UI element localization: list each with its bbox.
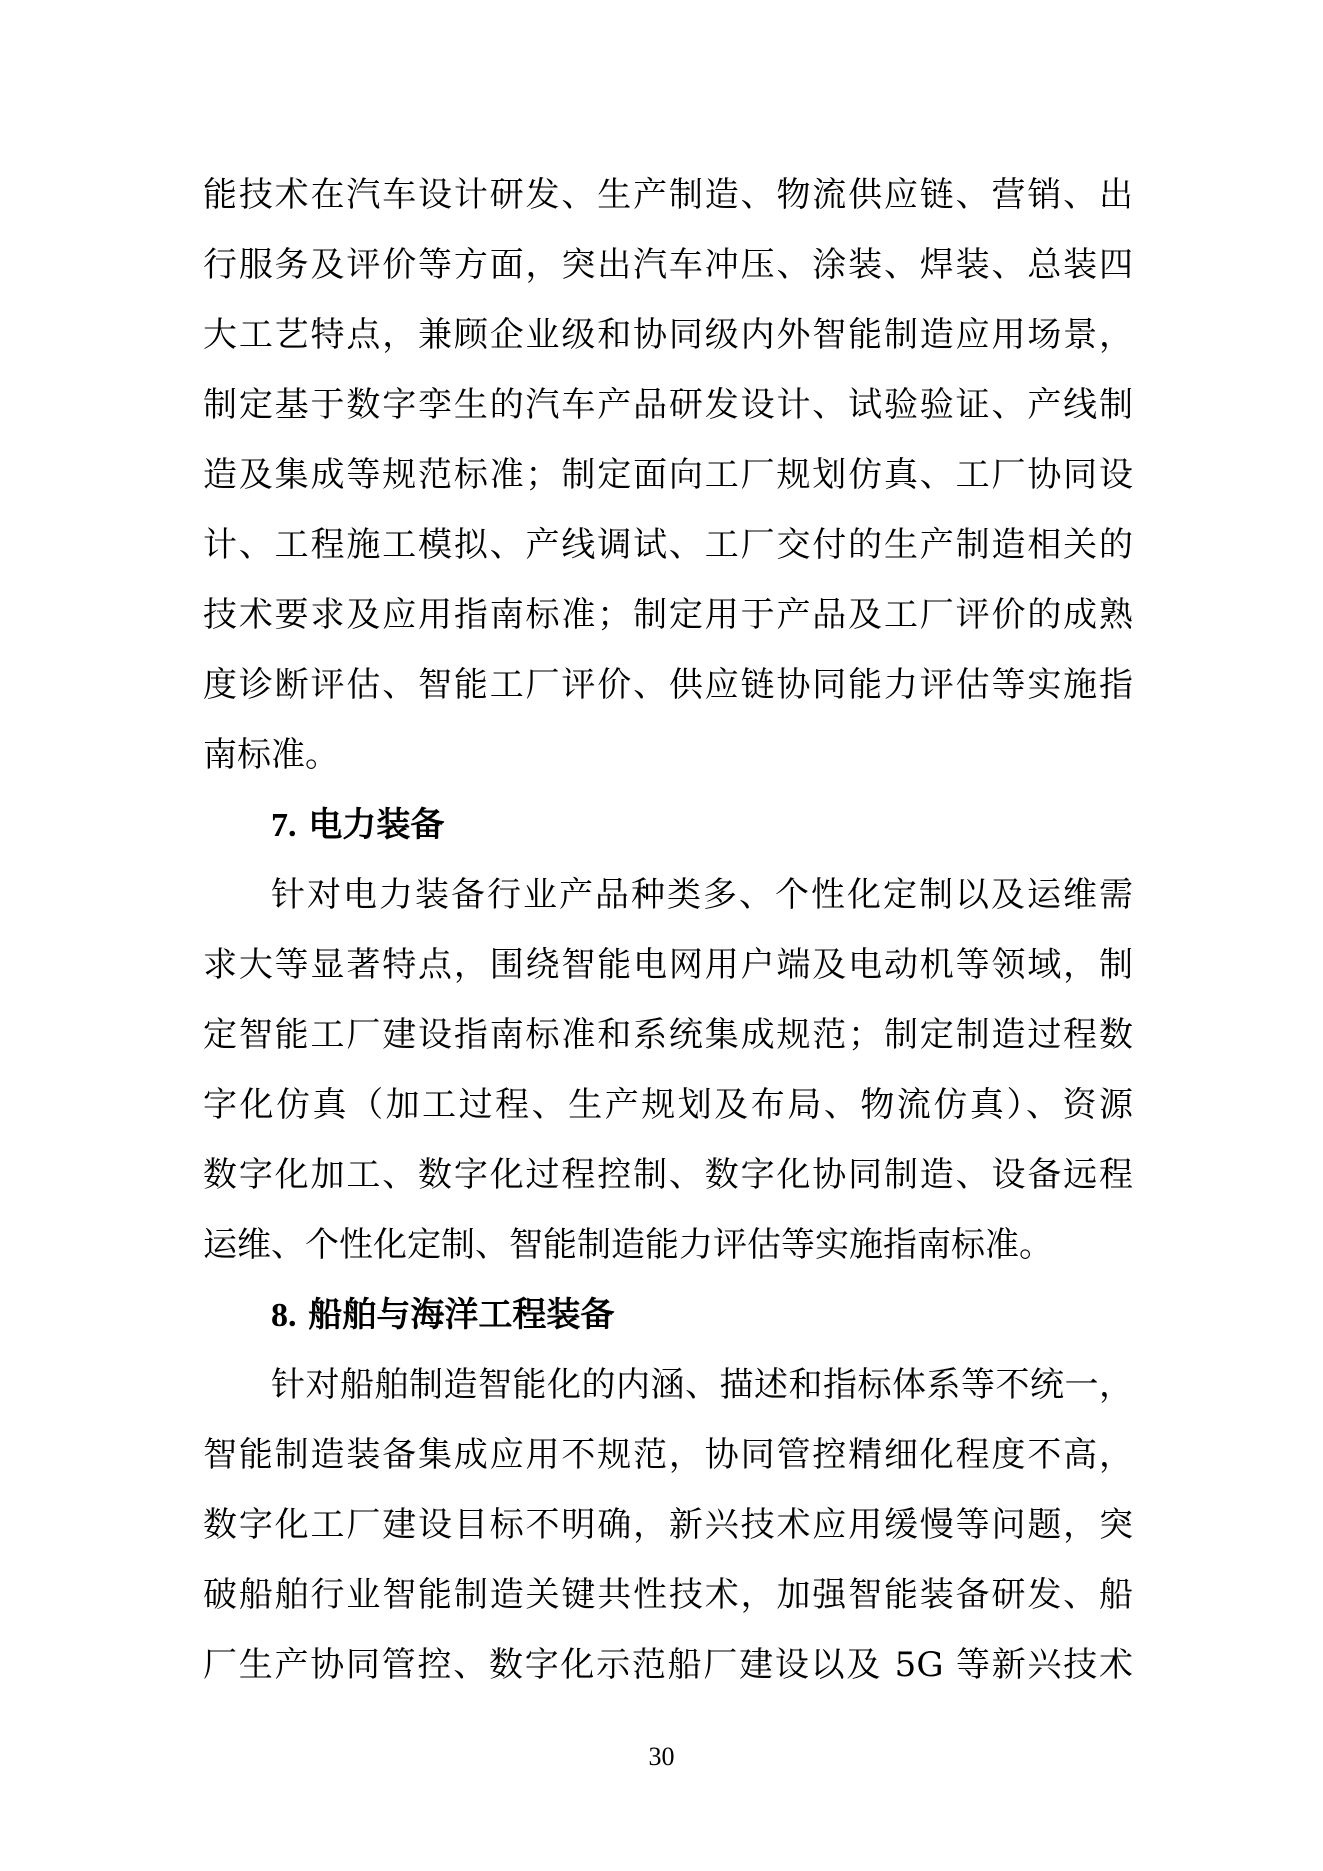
text-line: 度诊断评估、智能工厂评价、供应链协同能力评估等实施指 xyxy=(203,665,1133,705)
text-line: 造及集成等规范标准；制定面向工厂规划仿真、工厂协同设 xyxy=(203,455,1133,495)
text-line: 大工艺特点，兼顾企业级和协同级内外智能制造应用场景， xyxy=(203,315,1133,355)
text-line: 南标准。 xyxy=(203,735,339,775)
text-line: 行服务及评价等方面，突出汽车冲压、涂装、焊装、总装四 xyxy=(203,245,1133,285)
paragraph-power-equipment xyxy=(203,860,1133,1280)
text-line: 字化仿真（加工过程、生产规划及布局、物流仿真）、资源 xyxy=(203,1085,1133,1125)
text-line: 数字化工厂建设目标不明确，新兴技术应用缓慢等问题，突 xyxy=(203,1505,1133,1545)
text-line: 针对电力装备行业产品种类多、个性化定制以及运维需 xyxy=(271,875,1133,915)
text-line: 能技术在汽车设计研发、生产制造、物流供应链、营销、出 xyxy=(203,175,1133,215)
text-line: 计、工程施工模拟、产线调试、工厂交付的生产制造相关的 xyxy=(203,525,1133,565)
text-line: 针对船舶制造智能化的内涵、描述和指标体系等不统一， xyxy=(271,1365,1133,1405)
section-heading-power-equipment xyxy=(203,790,1133,860)
section-heading-shipbuilding xyxy=(203,1280,1133,1350)
paragraph-shipbuilding xyxy=(203,1350,1133,1700)
text-line: 厂生产协同管控、数字化示范船厂建设以及 5G 等新兴技术 xyxy=(203,1645,1133,1685)
text-line: 技术要求及应用指南标准；制定用于产品及工厂评价的成熟 xyxy=(203,595,1133,635)
section-number: 8. xyxy=(271,1297,297,1334)
page-number: 30 xyxy=(648,1742,675,1771)
text-line: 求大等显著特点，围绕智能电网用户端及电动机等领域，制 xyxy=(203,945,1133,985)
text-line: 破船舶行业智能制造关键共性技术，加强智能装备研发、船 xyxy=(203,1575,1133,1615)
text-line: 运维、个性化定制、智能制造能力评估等实施指南标准。 xyxy=(203,1225,1053,1265)
text-line: 智能制造装备集成应用不规范，协同管控精细化程度不高， xyxy=(203,1435,1133,1475)
text-line: 制定基于数字孪生的汽车产品研发设计、试验验证、产线制 xyxy=(203,385,1133,425)
section-title: 船舶与海洋工程装备 xyxy=(308,1295,615,1335)
section-number: 7. xyxy=(271,807,297,844)
text-line: 数字化加工、数字化过程控制、数字化协同制造、设备远程 xyxy=(203,1155,1133,1195)
section-title: 电力装备 xyxy=(308,805,445,845)
text-line: 定智能工厂建设指南标准和系统集成规范；制定制造过程数 xyxy=(203,1015,1133,1055)
page-body xyxy=(203,160,1133,1700)
paragraph-automotive-continued xyxy=(203,160,1133,790)
